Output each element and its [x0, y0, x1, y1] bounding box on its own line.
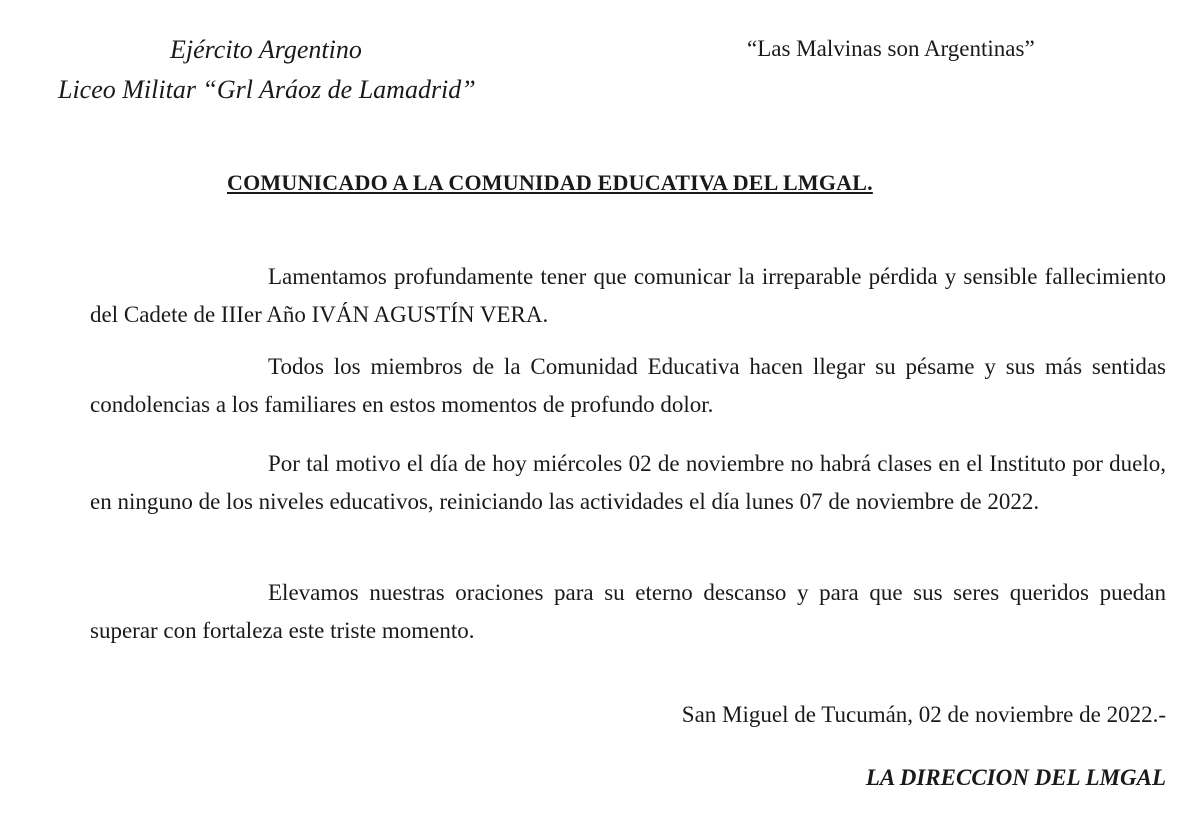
paragraph-3: [90, 445, 1166, 521]
paragraph-1-text: Lamentamos profundamente tener que comunicar la irreparable pérdida y sensible fallecimiento del Cadete de IIIer Año IVÁN AGUSTÍN VERA.: [90, 264, 1166, 327]
paragraph-3-text: Por tal motivo el día de hoy miércoles 02 de noviembre no habrá clases en el Instituto por duelo, en ninguno de los niveles educativos, reiniciando las actividades el día lunes 07 de noviembre de 2022.: [90, 451, 1166, 514]
place-date: San Miguel de Tucumán, 02 de noviembre de 2022.-: [681, 702, 1166, 727]
paragraph-1: [90, 258, 1166, 334]
paragraph-4-text: Elevamos nuestras oraciones para su eterno descanso y para que sus seres queridos puedan superar con fortaleza este triste momento.: [90, 580, 1166, 643]
signature: LA DIRECCION DEL LMGAL: [865, 765, 1166, 790]
paragraph-4: [90, 574, 1166, 650]
paragraph-2-text: Todos los miembros de la Comunidad Educativa hacen llegar su pésame y sus más sentidas condolencias a los familiares en estos momentos de profundo dolor.: [90, 354, 1166, 417]
document-title: COMUNICADO A LA COMUNIDAD EDUCATIVA DEL LMGAL.: [227, 170, 873, 195]
institution-line-2: Liceo Militar “Grl Aráoz de Lamadrid”: [58, 75, 476, 104]
motto: “Las Malvinas son Argentinas”: [747, 36, 1035, 61]
institution-line-1: Ejército Argentino: [170, 35, 362, 64]
paragraph-2: [90, 348, 1166, 424]
